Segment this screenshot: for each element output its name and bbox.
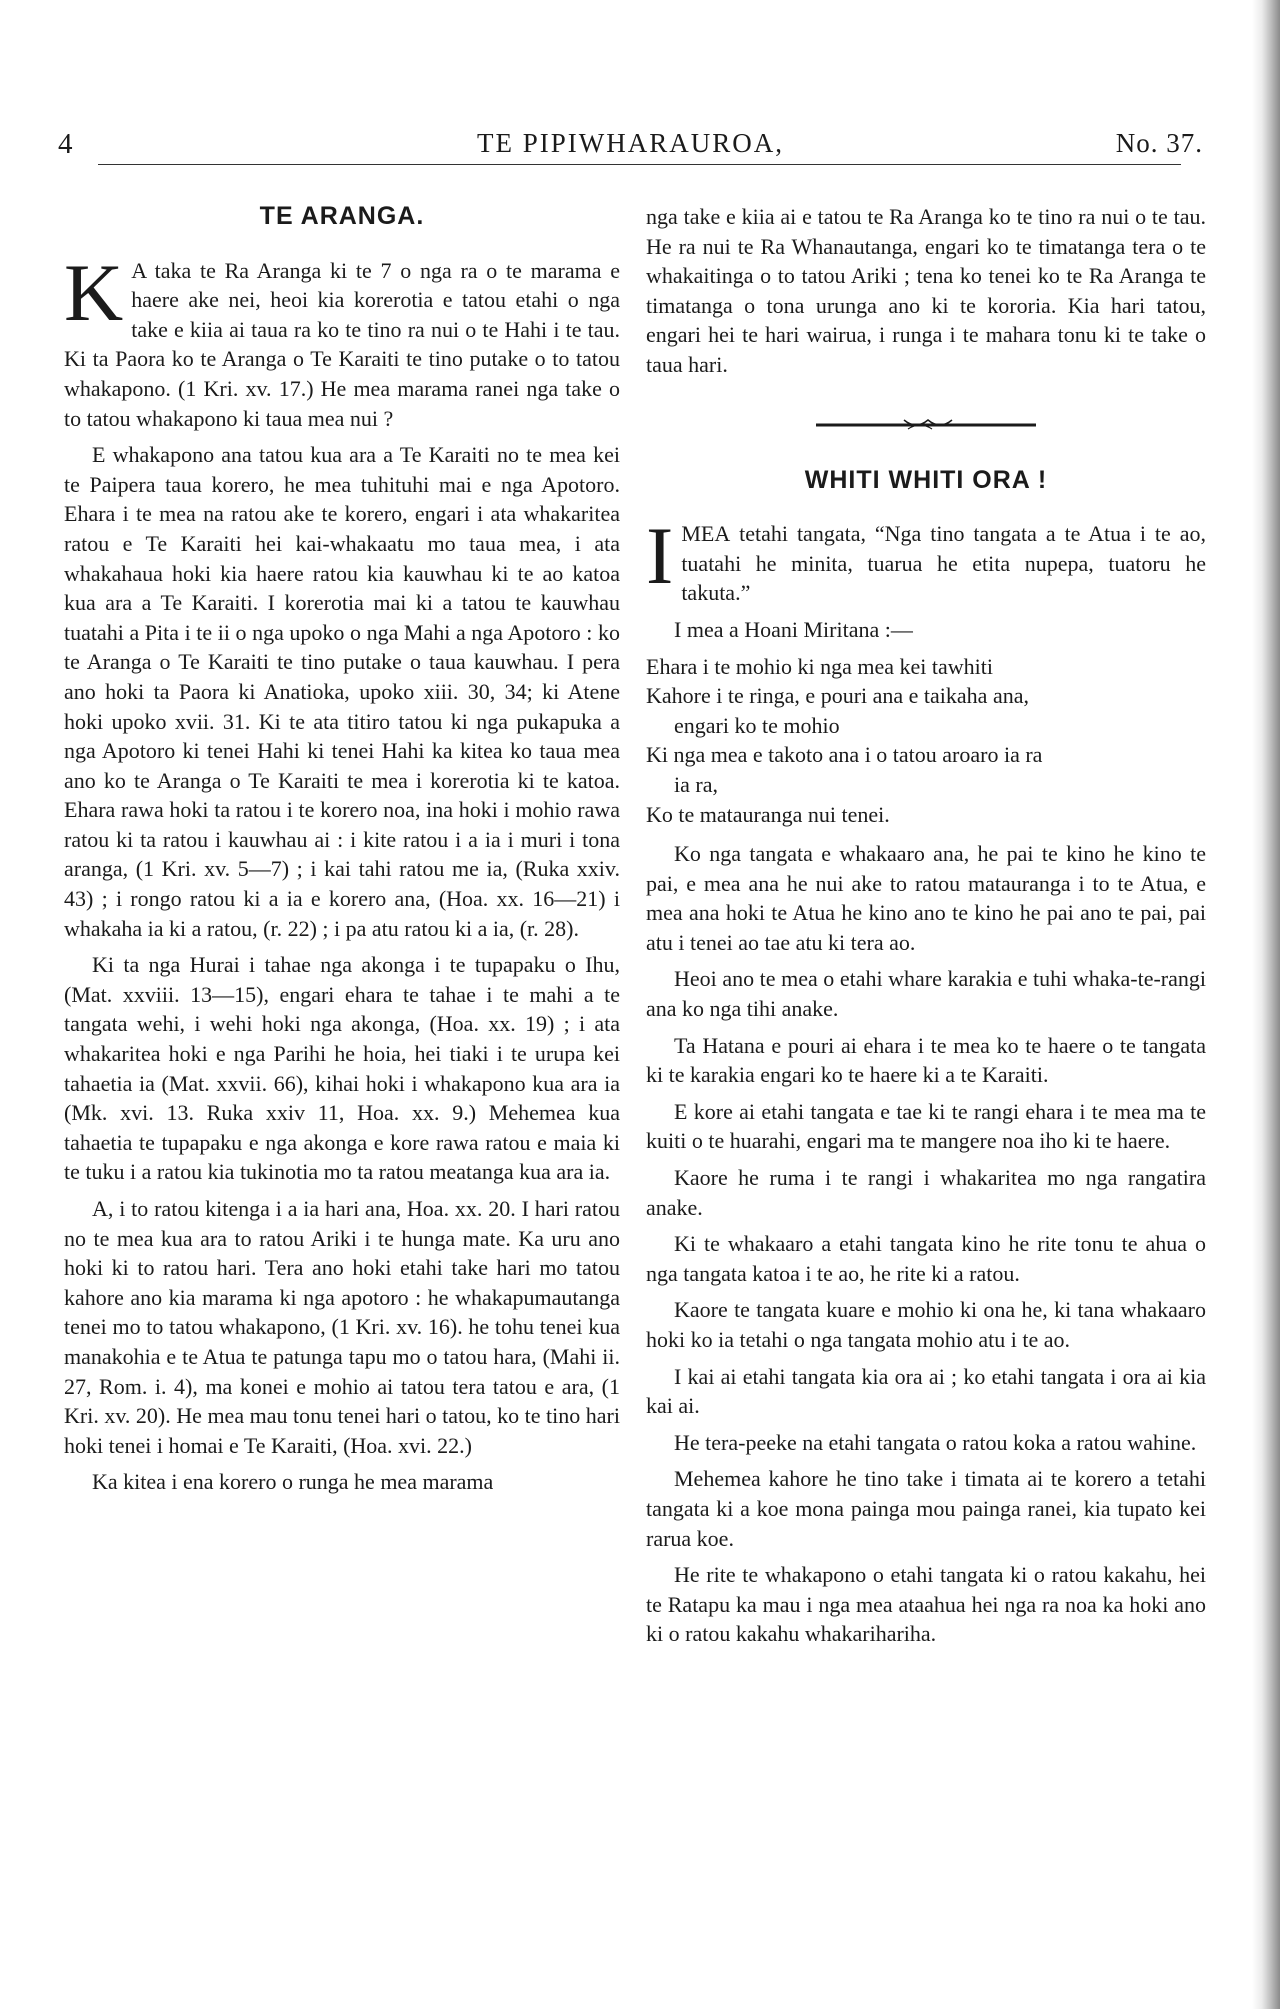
saying: Ta Hatana e pouri ai ehara i te mea ko te haere o te tangata ki te karakia engari ko te haere ki a te Karaiti. — [646, 1032, 1206, 1088]
poem — [646, 652, 1206, 830]
saying: Heoi ano te mea o etahi whare karakia e tuhi whaka-te-rangi ana ko nga tihi anake. — [646, 966, 1206, 1022]
poem-line: Kahore i te ringa, e pouri ana e taikaha ana, — [646, 683, 1029, 709]
section-ornament — [646, 418, 1206, 432]
saying: E kore ai etahi tangata e tae ki te rangi ehara i te mea ma te kuiti o te huarahi, engari ma te mangere noa iho ki te haere. — [646, 1098, 1206, 1154]
saying: Mehemea kahore he tino take i timata ai te korero a tetahi tangata ki a koe mona painga mou painga ranei, kia tupato kei rarua koe. — [646, 1466, 1206, 1551]
saying: I kai ai etahi tangata kia ora ai ; ko etahi tangata i ora ai kia kai ai. — [646, 1363, 1206, 1419]
page-binding-edge — [1252, 0, 1280, 2009]
saying: He rite te whakapono o etahi tangata ki o ratou kakahu, hei te Ratapu ka mau i nga mea ataahua hei nga ra noa ka hoki ano ki o ratou kakahu whakarihariha. — [646, 1562, 1206, 1647]
article-heading-whiti-whiti-ora: WHITI WHITI ORA ! — [804, 465, 1048, 494]
poem-line: Ki nga mea e takoto ana i o tatou aroaro ia ra — [646, 742, 1043, 768]
article-heading-te-aranga: TE ARANGA. — [259, 202, 425, 230]
saying: He tera-peeke na etahi tangata o ratou koka a ratou wahine. — [674, 1429, 1197, 1455]
page-number: 4 — [58, 128, 73, 160]
drop-cap: K — [64, 246, 124, 338]
header-rule — [98, 164, 1181, 165]
issue-number: No. 37. — [1115, 128, 1203, 158]
right-column — [646, 202, 1206, 1656]
paragraph: A, i to ratou kitenga i a ia hari ana, Hoa. xx. 20. I hari ratou no te mea kua ara to ratou Ariki i te hunga mate. Ka uru ano hoki ki to ratou hari. Tera ano hoki etahi take hari mo tatou kahore ano kia marama ki nga apotoro : he whakapumautanga tenei mo to tatou whakapono, (1 Kri. xv. 16). he tohu tenei kua manakohia e te Atua te patunga tapu mo o tatou hara, (Mahi ii. 27, Rom. i. 4), ma konei e mohio ai tatou tera tatou e ara, (1 Kri. xv. 20). He mea mau tonu tenei hari o tatou, ko te tino hari hoki tenei i homai e Te Karaiti, (Hoa. xvi. 22.) — [64, 1196, 620, 1458]
saying: Ko nga tangata e whakaaro ana, he pai te kino he kino te pai, e mea ana he nui ake to ratou matauranga i to te Atua, e mea ana hoki te Atua he kino ano te kino he pai ano te pai, pai atu i tenei ao tae atu ki tera ao. — [646, 841, 1206, 955]
paragraph — [64, 246, 620, 434]
paragraph: E whakapono ana tatou kua ara a Te Karaiti no te mea kei te Paipera taua korero, he mea tuhituhi mai e nga Apotoro. Ehara i te mea na ratou ake te korero, engari i ata whakaritea ratou e Te Karaiti hei kai-whakaatu mo taua mea, i ata whakahaua hoki kia haere ratou kia kauwhau ki te ao katoa kua ara a Te Karaiti. I korerotia mai ki a tatou te kauwhau tuatahi a Pita i te ii o nga upoko o nga Mahi a nga Apotoro : ko te Aranga o Te Karaiti te tino putake o taua kauwhau. I pera ano hoki ta Paora ki Anatioka, upoko xiii. 30, 34; ki Atene hoki upoko xvii. 31. Ki te ata titiro tatou ki nga pukapuka a nga Apotoro ki tenei Hahi ki tenei Hahi ka kitea ko taua mea ano ko te Aranga o Te Karaiti te mea i korerotia ki te katoa. Ehara rawa hoki ta ratou i te korero noa, ina hoki i mohio rawa ratou ki ta ratou i kauwhau ai : i kite ratou i a ia i muri i tona aranga, (1 Kri. xv. 5—7) ; i kai tahi ratou me ia, (Ruka xxiv. 43) ; i rongo ratou ki a ia e korero ana, (Hoa. xx. 16—21) i whakaha ia ki a ratou, (r. 22) ; i pa atu ratou ki a ia, (r. 28). — [64, 442, 620, 941]
divider-ornament-icon — [816, 418, 1036, 432]
lead-in-word: MEA — [681, 521, 731, 547]
saying: Kaore te tangata kuare e mohio ki ona he, ki tana whakaaro hoki ko ia tetahi o nga tangata mohio atu i te ao. — [646, 1297, 1206, 1352]
poem-line: ia ra, — [674, 771, 718, 797]
saying: Ki te whakaaro a etahi tangata kino he rite tonu te ahua o nga tangata katoa i te ao, he rite ki a ratou. — [646, 1231, 1206, 1286]
paragraph: Ka kitea i ena korero o runga he mea marama — [92, 1469, 494, 1495]
drop-cap: I — [646, 510, 674, 602]
paragraph-text: tetahi tangata, “Nga tino tangata a te Atua i te ao, tuatahi he minita, tuarua he etita nupepa, tuatoru he takuta.” — [681, 521, 1206, 606]
poem-line: engari ko te mohio — [674, 712, 840, 738]
publication-title: TE PIPIWHARAUROA, — [477, 128, 784, 158]
quote-intro: I mea a Hoani Miritana :— — [674, 616, 913, 642]
poem-line: Ko te matauranga nui tenei. — [646, 801, 890, 827]
saying: Kaore he ruma i te rangi i whakaritea mo nga rangatira anake. — [646, 1165, 1206, 1220]
poem-line: Ehara i te mohio ki nga mea kei tawhiti — [646, 653, 994, 679]
running-header — [58, 128, 1203, 168]
paragraph — [646, 510, 1206, 608]
left-column — [64, 202, 620, 1504]
paragraph-continued: nga take e kiia ai e tatou te Ra Aranga ko te tino ra nui o te tau. He ra nui te Ra Whanautanga, engari ko te timatanga tera o te whakaitinga o to tatou Ariki ; tena ko tenei ko te Ra Aranga te timatanga o tona urunga ano ki te kororia. Kia hari tatou, engari hei te hari wairua, i runga i te mahara tonu ki te take o taua hari. — [646, 204, 1206, 377]
paragraph-text: A taka te Ra Aranga ki te 7 o nga ra o te marama e haere ake nei, heoi kia korerotia e tatou etahi o nga take e kiia ai taua ra ko te tino ra nui o te Hahi i te tau. Ki ta Paora ko te Aranga o Te Karaiti te tino putake o to tatou whakapono. (1 Kri. xv. 17.) He mea marama ranei nga take o to tatou whakapono ki taua mea nui ? — [64, 257, 620, 431]
paragraph: Ki ta nga Hurai i tahae nga akonga i te tupapaku o Ihu, (Mat. xxviii. 13—15), engari ehara te tahae i te mahi a te tangata wehi, i wehi hoki nga akonga, (Hoa. xx. 19) ; i ata whakaritea hoki e nga Parihi he hoia, hei tiaki i te urupa kei tahaetia ia (Mat. xxvii. 66), kihai hoki i whakapono kua ara ia (Mk. xvi. 13. Ruka xxiv 11, Hoa. xx. 9.) Mehemea kua tahaetia te tupapaku e nga akonga e kore rawa ratou e maia ki te tuku i a ratou kia tukinotia mo ta ratou meatanga kua ara ia. — [64, 952, 620, 1185]
